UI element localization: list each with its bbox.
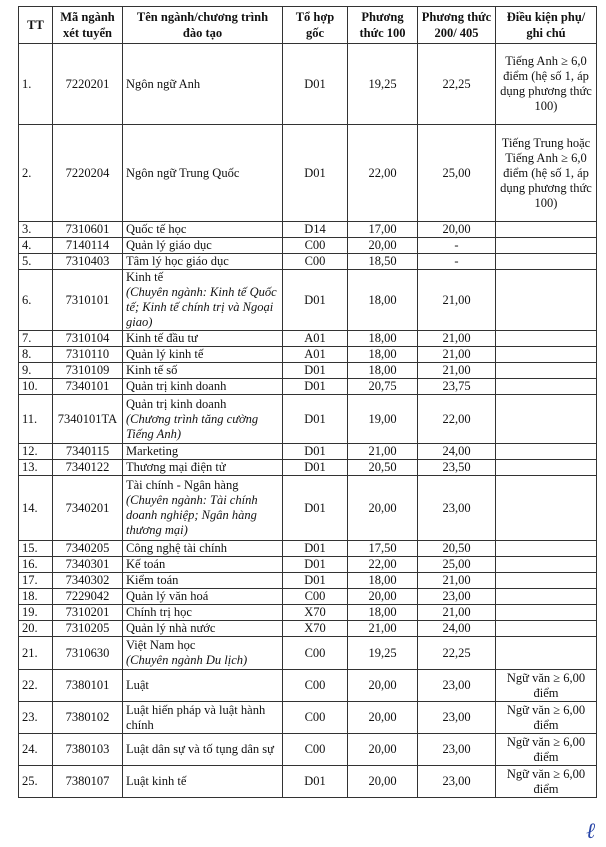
row-method-200-405: 22,25: [418, 637, 496, 670]
program-name: Ngôn ngữ Trung Quốc: [126, 165, 240, 180]
row-tt: 24.: [19, 734, 53, 766]
row-program: [123, 734, 283, 766]
row-combo: D01: [283, 270, 348, 331]
program-name: Marketing: [126, 444, 179, 458]
row-method-200-405: 24,00: [418, 444, 496, 460]
row-method-200-405: 20,00: [418, 222, 496, 238]
row-method-200-405: 23,75: [418, 379, 496, 395]
row-code: 7310201: [53, 605, 123, 621]
program-name: Ngôn ngữ Anh: [126, 76, 201, 91]
row-code: 7340115: [53, 444, 123, 460]
row-program: [123, 379, 283, 395]
row-tt: 2.: [19, 125, 53, 222]
table-row: [19, 557, 597, 573]
row-code: 7340122: [53, 460, 123, 476]
row-method-200-405: 22,25: [418, 44, 496, 125]
row-program: [123, 125, 283, 222]
row-program: [123, 460, 283, 476]
table-row: [19, 573, 597, 589]
row-tt: 25.: [19, 766, 53, 798]
row-method-200-405: 23,00: [418, 766, 496, 798]
row-code: 7310601: [53, 222, 123, 238]
program-specialization: (Chuyên ngành: Kinh tế Quốc tế; Kinh tế chính trị và Ngoại giao): [126, 285, 277, 329]
table-row: [19, 444, 597, 460]
row-tt: 4.: [19, 238, 53, 254]
row-tt: 23.: [19, 702, 53, 734]
header-method-200-405: Phương thức 200/ 405: [418, 7, 496, 44]
row-method-100: 19,00: [348, 395, 418, 444]
row-combo: D14: [283, 222, 348, 238]
row-method-200-405: 21,00: [418, 331, 496, 347]
row-combo: D01: [283, 573, 348, 589]
row-method-200-405: -: [418, 254, 496, 270]
row-program: [123, 766, 283, 798]
row-note: [496, 395, 597, 444]
row-code: 7340302: [53, 573, 123, 589]
row-method-200-405: 21,00: [418, 605, 496, 621]
row-tt: 19.: [19, 605, 53, 621]
row-method-100: 18,00: [348, 363, 418, 379]
row-code: 7310403: [53, 254, 123, 270]
row-method-100: 17,50: [348, 541, 418, 557]
table-row: [19, 637, 597, 670]
program-name: Luật: [126, 678, 149, 692]
row-program: [123, 347, 283, 363]
row-tt: 8.: [19, 347, 53, 363]
row-method-100: 20,75: [348, 379, 418, 395]
program-name: Luật dân sự và tố tụng dân sự: [126, 742, 274, 756]
row-method-100: 20,00: [348, 238, 418, 254]
row-combo: D01: [283, 363, 348, 379]
row-note: [496, 460, 597, 476]
program-name: Quản trị kinh doanh: [126, 379, 227, 393]
table-row: [19, 222, 597, 238]
row-code: 7340101TA: [53, 395, 123, 444]
row-note: [496, 589, 597, 605]
row-code: 7340205: [53, 541, 123, 557]
row-method-100: 18,00: [348, 573, 418, 589]
program-name: Tài chính - Ngân hàng: [126, 478, 239, 492]
row-method-200-405: 23,00: [418, 702, 496, 734]
row-note: [496, 605, 597, 621]
signature-mark: ℓ: [586, 819, 596, 844]
row-code: 7220204: [53, 125, 123, 222]
row-program: [123, 670, 283, 702]
table-row: [19, 347, 597, 363]
table-row: [19, 125, 597, 222]
row-method-100: 20,00: [348, 766, 418, 798]
row-program: [123, 621, 283, 637]
row-note: [496, 331, 597, 347]
table-row: [19, 589, 597, 605]
row-method-100: 19,25: [348, 44, 418, 125]
program-specialization: (Chuyên ngành: Tài chính doanh nghiệp; Ngân hàng thương mại): [126, 493, 258, 537]
row-method-100: 18,00: [348, 270, 418, 331]
row-code: 7340301: [53, 557, 123, 573]
row-code: 7340201: [53, 476, 123, 541]
row-tt: 11.: [19, 395, 53, 444]
program-name: Quản trị kinh doanh: [126, 396, 227, 411]
table-row: [19, 702, 597, 734]
row-tt: 14.: [19, 476, 53, 541]
row-method-200-405: 25,00: [418, 125, 496, 222]
table-row: [19, 363, 597, 379]
row-tt: 10.: [19, 379, 53, 395]
row-tt: 13.: [19, 460, 53, 476]
program-specialization: (Chuyên ngành Du lịch): [126, 653, 248, 667]
row-combo: D01: [283, 125, 348, 222]
row-code: 7220201: [53, 44, 123, 125]
row-method-200-405: 21,00: [418, 347, 496, 363]
row-method-100: 18,50: [348, 254, 418, 270]
program-name: Kiểm toán: [126, 573, 179, 587]
row-program: [123, 702, 283, 734]
row-method-100: 20,00: [348, 670, 418, 702]
program-name: Việt Nam học: [126, 638, 196, 652]
program-name: Luật hiến pháp và luật hành chính: [126, 702, 266, 732]
program-name: Quản lý kinh tế: [126, 347, 204, 361]
table-row: [19, 395, 597, 444]
row-method-100: 18,00: [348, 605, 418, 621]
row-code: 7310104: [53, 331, 123, 347]
row-code: 7340101: [53, 379, 123, 395]
row-note: Ngữ văn ≥ 6,00 điểm: [496, 734, 597, 766]
row-note: [496, 270, 597, 331]
row-program: [123, 363, 283, 379]
row-combo: C00: [283, 670, 348, 702]
row-program: [123, 637, 283, 670]
row-tt: 1.: [19, 44, 53, 125]
admission-scores-table: [18, 6, 597, 798]
row-tt: 3.: [19, 222, 53, 238]
row-note: [496, 541, 597, 557]
row-note: [496, 621, 597, 637]
row-method-200-405: 22,00: [418, 395, 496, 444]
row-program: [123, 331, 283, 347]
header-row: [19, 7, 597, 44]
row-tt: 21.: [19, 637, 53, 670]
row-combo: C00: [283, 589, 348, 605]
header-note: Điều kiện phụ/ ghi chú: [496, 7, 597, 44]
program-name: Luật kinh tế: [126, 774, 187, 788]
row-tt: 6.: [19, 270, 53, 331]
row-program: [123, 395, 283, 444]
row-method-100: 17,00: [348, 222, 418, 238]
program-name: Công nghệ tài chính: [126, 541, 228, 555]
row-method-100: 22,00: [348, 557, 418, 573]
row-code: 7380107: [53, 766, 123, 798]
row-combo: C00: [283, 734, 348, 766]
row-tt: 15.: [19, 541, 53, 557]
row-program: [123, 589, 283, 605]
row-method-200-405: 23,00: [418, 589, 496, 605]
row-code: 7310205: [53, 621, 123, 637]
row-method-100: 20,00: [348, 589, 418, 605]
program-name: Quản lý nhà nước: [126, 621, 216, 635]
program-specialization: (Chương trình tăng cường Tiếng Anh): [126, 411, 259, 441]
program-name: Tâm lý học giáo dục: [126, 254, 229, 268]
header-combo: Tổ hợp gốc: [283, 7, 348, 44]
row-method-100: 19,25: [348, 637, 418, 670]
row-combo: A01: [283, 347, 348, 363]
row-note: Ngữ văn ≥ 6,00 điểm: [496, 766, 597, 798]
row-method-100: 18,00: [348, 347, 418, 363]
row-note: [496, 379, 597, 395]
row-tt: 9.: [19, 363, 53, 379]
row-tt: 16.: [19, 557, 53, 573]
row-method-200-405: 21,00: [418, 270, 496, 331]
row-note: [496, 347, 597, 363]
table-row: [19, 331, 597, 347]
row-method-200-405: 23,00: [418, 670, 496, 702]
program-name: Quản lý văn hoá: [126, 589, 209, 603]
row-note: [496, 637, 597, 670]
row-method-200-405: 23,50: [418, 460, 496, 476]
row-note: [496, 476, 597, 541]
row-program: [123, 557, 283, 573]
table-row: [19, 621, 597, 637]
table-row: [19, 379, 597, 395]
row-tt: 18.: [19, 589, 53, 605]
row-code: 7380102: [53, 702, 123, 734]
program-name: Kế toán: [126, 557, 166, 571]
row-combo: D01: [283, 766, 348, 798]
table-row: [19, 541, 597, 557]
row-combo: A01: [283, 331, 348, 347]
row-note: Ngữ văn ≥ 6,00 điểm: [496, 670, 597, 702]
row-method-100: 20,00: [348, 734, 418, 766]
table-row: [19, 254, 597, 270]
row-code: 7140114: [53, 238, 123, 254]
row-code: 7310630: [53, 637, 123, 670]
table-row: [19, 44, 597, 125]
table-row: [19, 270, 597, 331]
row-program: [123, 44, 283, 125]
row-code: 7380101: [53, 670, 123, 702]
row-combo: X70: [283, 605, 348, 621]
header-method-100: Phương thức 100: [348, 7, 418, 44]
program-name: Chính trị học: [126, 605, 192, 619]
row-method-200-405: 21,00: [418, 363, 496, 379]
row-note: Ngữ văn ≥ 6,00 điểm: [496, 702, 597, 734]
program-name: Quốc tế học: [126, 222, 187, 236]
row-method-100: 20,00: [348, 476, 418, 541]
row-tt: 22.: [19, 670, 53, 702]
row-combo: D01: [283, 395, 348, 444]
row-tt: 17.: [19, 573, 53, 589]
row-code: 7310110: [53, 347, 123, 363]
table-row: [19, 460, 597, 476]
row-note: [496, 557, 597, 573]
row-method-200-405: 24,00: [418, 621, 496, 637]
row-method-100: 20,00: [348, 702, 418, 734]
program-name: Kinh tế số: [126, 363, 178, 377]
row-method-100: 22,00: [348, 125, 418, 222]
row-note: [496, 222, 597, 238]
program-name: Quản lý giáo dục: [126, 238, 212, 252]
row-program: [123, 222, 283, 238]
row-code: 7380103: [53, 734, 123, 766]
table-row: [19, 238, 597, 254]
row-method-100: 21,00: [348, 621, 418, 637]
row-tt: 20.: [19, 621, 53, 637]
row-program: [123, 238, 283, 254]
row-method-200-405: 25,00: [418, 557, 496, 573]
row-combo: C00: [283, 238, 348, 254]
program-name: Kinh tế: [126, 270, 164, 284]
row-tt: 12.: [19, 444, 53, 460]
row-program: [123, 270, 283, 331]
row-code: 7310101: [53, 270, 123, 331]
row-method-200-405: -: [418, 238, 496, 254]
row-note: [496, 238, 597, 254]
row-combo: D01: [283, 541, 348, 557]
row-note: [496, 363, 597, 379]
row-note: Tiếng Anh ≥ 6,0 điểm (hệ số 1, áp dụng phương thức 100): [496, 44, 597, 125]
table-row: [19, 605, 597, 621]
row-program: [123, 573, 283, 589]
row-method-100: 18,00: [348, 331, 418, 347]
row-combo: D01: [283, 476, 348, 541]
header-name: Tên ngành/chương trình đào tạo: [123, 7, 283, 44]
header-tt: TT: [19, 7, 53, 44]
row-program: [123, 476, 283, 541]
row-combo: X70: [283, 621, 348, 637]
header-code: Mã ngành xét tuyển: [53, 7, 123, 44]
program-name: Thương mại điện tử: [126, 460, 226, 474]
row-combo: D01: [283, 44, 348, 125]
row-method-200-405: 20,50: [418, 541, 496, 557]
row-method-100: 20,50: [348, 460, 418, 476]
row-method-200-405: 23,00: [418, 476, 496, 541]
row-note: Tiếng Trung hoặc Tiếng Anh ≥ 6,0 điểm (hệ số 1, áp dụng phương thức 100): [496, 125, 597, 222]
table-row: [19, 766, 597, 798]
row-note: [496, 573, 597, 589]
row-method-100: 21,00: [348, 444, 418, 460]
row-tt: 7.: [19, 331, 53, 347]
table-row: [19, 734, 597, 766]
row-combo: D01: [283, 444, 348, 460]
row-code: 7310109: [53, 363, 123, 379]
row-program: [123, 541, 283, 557]
row-combo: C00: [283, 254, 348, 270]
program-name: Kinh tế đầu tư: [126, 331, 198, 345]
row-method-200-405: 23,00: [418, 734, 496, 766]
table-row: [19, 670, 597, 702]
row-combo: D01: [283, 379, 348, 395]
row-program: [123, 605, 283, 621]
row-program: [123, 254, 283, 270]
row-method-200-405: 21,00: [418, 573, 496, 589]
table-row: [19, 476, 597, 541]
row-note: [496, 444, 597, 460]
row-combo: C00: [283, 702, 348, 734]
row-note: [496, 254, 597, 270]
row-program: [123, 444, 283, 460]
row-combo: D01: [283, 460, 348, 476]
row-tt: 5.: [19, 254, 53, 270]
row-code: 7229042: [53, 589, 123, 605]
row-combo: D01: [283, 557, 348, 573]
row-combo: C00: [283, 637, 348, 670]
